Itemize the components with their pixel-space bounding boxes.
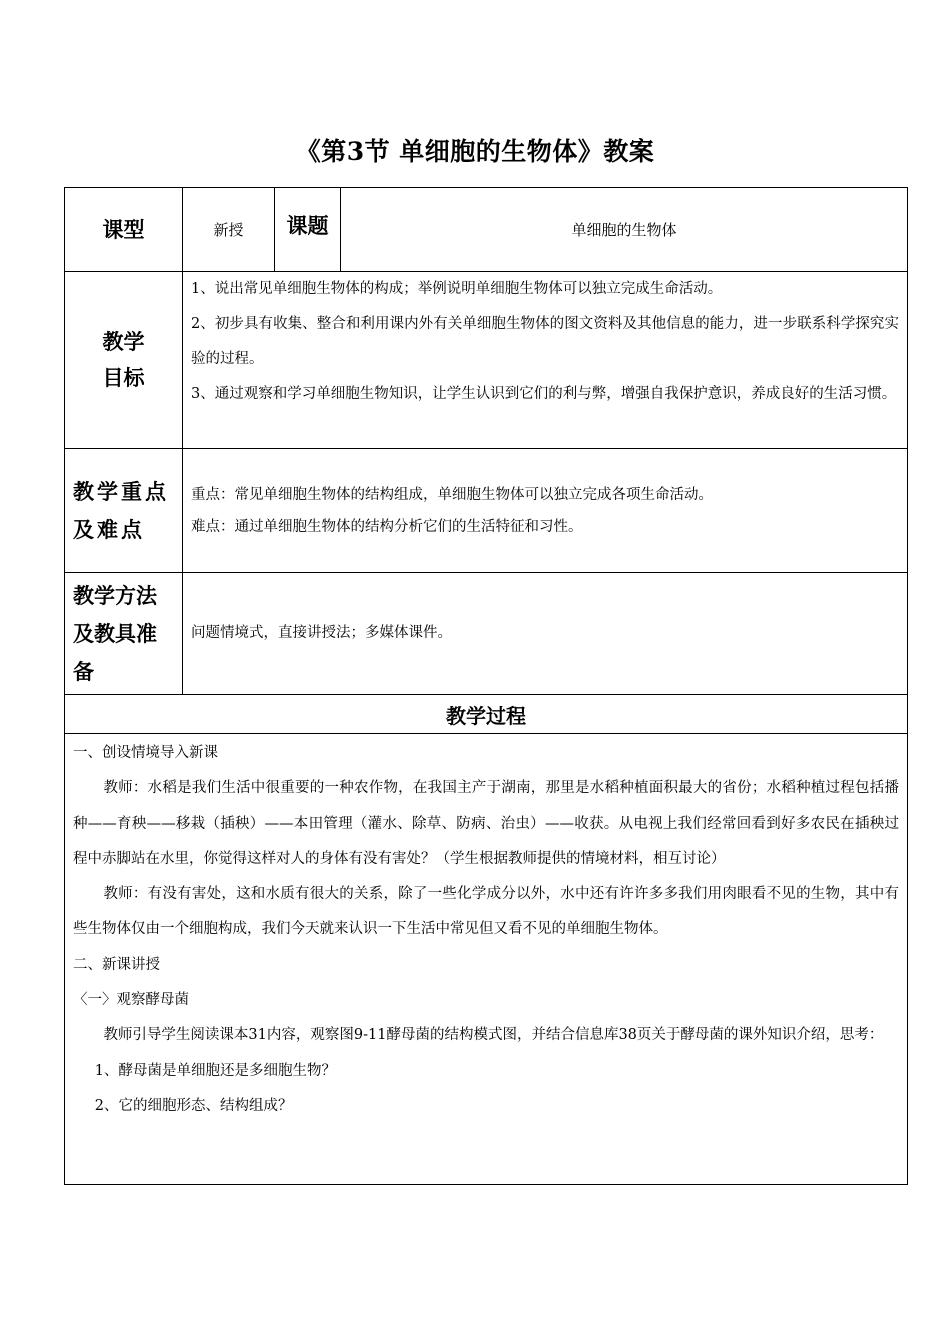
- objective-item: 2、初步具有收集、整合和利用课内外有关单细胞生物体的图文资料及其他信息的能力，进一步联系科学探究实验的过程。: [191, 316, 899, 367]
- methods-value: 问题情境式，直接讲授法；多媒体课件。: [191, 625, 452, 641]
- part2-title: 二、新课讲授: [73, 956, 160, 973]
- row-lesson-info: [65, 188, 908, 272]
- process-heading: 教学过程: [65, 695, 908, 734]
- objective-item: 1、说出常见单细胞生物体的构成；举例说明单细胞生物体可以独立完成生命活动。: [191, 281, 723, 297]
- methods-content: [183, 573, 908, 695]
- subsection-paragraph: 教师引导学生阅读课本31内容，观察图9-11酵母菌的结构模式图，并结合信息库38页关于酵母菌的课外知识介绍，思考：: [103, 1027, 884, 1044]
- row-key-points: [65, 449, 908, 573]
- lesson-topic-label: 课题: [275, 188, 341, 272]
- key-point-item: 难点：通过单细胞生物体的结构分析它们的生活特征和习性。: [191, 518, 583, 535]
- lesson-type-label: 课型: [65, 188, 183, 272]
- row-process-body: [65, 734, 908, 1185]
- question-item: 2、它的细胞形态、结构组成？: [94, 1097, 293, 1114]
- lesson-type-value: 新授: [183, 188, 275, 272]
- part1-paragraph: 教师：有没有害处，这和水质有很大的关系，除了一些化学成分以外，水中还有许许多多我们用肉眼看不见的生物，其中有些生物体仅由一个细胞构成，我们今天就来认识一下生活中常见但又看不见的单细胞生物体。: [73, 886, 899, 938]
- key-points-label: 教学重点 及难点: [65, 449, 183, 573]
- key-points-content: [183, 449, 908, 573]
- lesson-topic-value: 单细胞的生物体: [341, 188, 908, 272]
- document-title: 《第3节 单细胞的生物体》教案: [295, 137, 655, 166]
- row-objectives: [65, 272, 908, 449]
- methods-label: 教学方法 及教具准 备: [65, 573, 183, 695]
- part1-paragraph: 教师：水稻是我们生活中很重要的一种农作物，在我国主产于湖南，那里是水稻种植面积最大的省份；水稻种植过程包括播种——育秧——移栽（插秧）——本田管理（灌水、除草、防病、治虫）——收获。从电视上我们经常回看到好多农民在插秧过程中赤脚站在水里，你觉得这样对人的身体有没有害处？（学生根据教师提供的情境材料，相互讨论）: [73, 780, 899, 867]
- key-point-item: 重点：常见单细胞生物体的结构组成，单细胞生物体可以独立完成各项生命活动。: [191, 486, 713, 503]
- part1-title: 一、创设情境导入新课: [73, 745, 218, 761]
- objectives-content: [183, 272, 908, 449]
- row-process-heading: [65, 695, 908, 734]
- subsection-title: 〈一〉观察酵母菌: [73, 992, 189, 1009]
- objectives-label: 教学 目标: [65, 272, 183, 449]
- question-item: 1、酵母菌是单细胞还是多细胞生物？: [94, 1062, 336, 1079]
- row-methods: [65, 573, 908, 695]
- process-content: [65, 734, 908, 1185]
- objective-item: 3、通过观察和学习单细胞生物知识，让学生认识到它们的利与弊，增强自我保护意识，养成良好的生活习惯。: [191, 386, 897, 402]
- lesson-plan-table: [64, 187, 908, 1185]
